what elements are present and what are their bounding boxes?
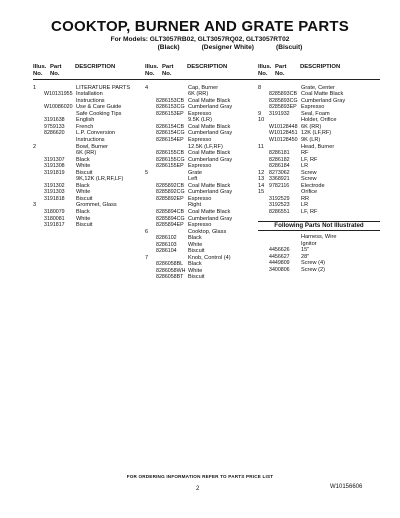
- part-description: Coal Matte Black: [188, 97, 231, 104]
- models-line: For Models: GLT3057RB02, GLT3057RQ02, GLT3057RT02: [110, 36, 290, 43]
- part-number: 8273062: [269, 169, 290, 176]
- part-description: Left: [188, 176, 198, 183]
- color-label: (Designer White): [201, 44, 254, 51]
- part-number: 8286103: [156, 241, 177, 248]
- part-description: Ignitor: [301, 240, 317, 247]
- illus-number: [33, 222, 44, 229]
- part-description: Coal Matte Black: [188, 182, 231, 189]
- illus-label: Illus.: [33, 64, 47, 70]
- part-number: 8286058BT: [156, 274, 184, 281]
- part-description: Cooktop, Glass: [188, 228, 227, 235]
- part-number: 8285893CB: [269, 91, 297, 98]
- part-number: W10086020: [44, 104, 73, 111]
- part-description: English: [76, 117, 95, 124]
- part-description: Coal Matte Black: [188, 150, 231, 157]
- part-number: 3191817: [44, 222, 65, 229]
- illus-number: [145, 274, 156, 281]
- part-number: 8286181: [269, 150, 290, 157]
- part-number: 8286620: [44, 130, 65, 137]
- part-description: Biscuit: [188, 274, 205, 281]
- illus-number: 12: [258, 169, 265, 176]
- part-row: [145, 274, 267, 281]
- part-no-label: No.: [50, 70, 60, 77]
- part-description: Cumberland Gray: [301, 97, 346, 104]
- part-description: Espresso: [188, 222, 212, 229]
- illus-number: 15: [258, 189, 265, 196]
- part-description: LF, RF: [301, 156, 318, 163]
- page-title: COOKTOP, BURNER AND GRATE PARTS: [51, 18, 349, 35]
- part-description: Cumberland Gray: [188, 189, 233, 196]
- part-description: 12K (LF,RF): [301, 130, 332, 137]
- part-description: White: [76, 189, 91, 196]
- part-number: 8286551: [269, 208, 290, 215]
- part-number: 8286154EP: [156, 136, 184, 143]
- part-description: Screw: [301, 176, 317, 183]
- part-description: Coal Matte Black: [301, 91, 344, 98]
- part-number: 8285892CG: [156, 189, 185, 196]
- part-number: 8286104: [156, 248, 177, 255]
- part-description: White: [76, 163, 91, 170]
- part-number: 8285894CG: [156, 215, 185, 222]
- part-description: Screw (2): [301, 266, 325, 273]
- ordering-footer: FOR ORDERING INFORMATION REFER TO PARTS PRICE LIST: [126, 474, 274, 479]
- part-number: 8285893EP: [269, 104, 297, 111]
- part-description: Orifice: [301, 189, 318, 196]
- part-number: 3191302: [44, 182, 65, 189]
- part-header: [275, 64, 300, 78]
- description-label: DESCRIPTION: [300, 64, 341, 70]
- part-number: 4456627: [269, 253, 290, 260]
- part-number: W10131955: [44, 91, 73, 98]
- illus-number: 11: [258, 143, 264, 150]
- illus-header: [145, 64, 162, 78]
- illus-number: 14: [258, 182, 265, 189]
- part-description: 6K (RR): [301, 123, 322, 130]
- part-no-label: No.: [275, 70, 285, 77]
- part-description: Cumberland Gray: [188, 215, 233, 222]
- part-number: 3368921: [269, 176, 290, 183]
- part-description: L.P. Conversion: [76, 130, 116, 137]
- description-label: DESCRIPTION: [187, 64, 228, 70]
- part-description: Installation: [76, 91, 103, 98]
- part-description: LF, RF: [301, 208, 318, 215]
- part-description: LR: [301, 163, 309, 170]
- color-label: (Black): [157, 44, 180, 51]
- document-number: W10156606: [330, 484, 363, 490]
- part-number: 8286155CG: [156, 156, 185, 163]
- part-description: Coal Matte Black: [188, 123, 231, 130]
- column-header: [33, 64, 155, 80]
- part-number: 3192529: [269, 195, 290, 202]
- part-number: 9782116: [269, 182, 290, 189]
- part-description: Biscuit: [76, 195, 93, 202]
- part-number: 8285894CB: [156, 208, 184, 215]
- part-description: 12.5K (LF,RF): [188, 143, 223, 150]
- part-description: Grate: [188, 169, 202, 176]
- description-label: DESCRIPTION: [75, 64, 116, 70]
- not-illustrated-heading: Following Parts Not Illustrated: [258, 221, 380, 232]
- illus-number: 10: [258, 117, 265, 124]
- part-description: Cap, Burner: [188, 84, 219, 91]
- column-header: [258, 64, 380, 80]
- description-header: [300, 64, 380, 78]
- color-label: (Biscuit): [276, 44, 303, 51]
- part-number: 3180079: [44, 208, 65, 215]
- part-description: Cumberland Gray: [188, 130, 233, 137]
- illus-number: 9: [258, 110, 262, 117]
- part-description: Head, Burner: [301, 143, 335, 150]
- part-number: W10128451: [269, 130, 298, 137]
- part-number: 8286153EP: [156, 110, 184, 117]
- part-number: 8286102: [156, 235, 177, 242]
- part-number: 8286058BL: [156, 261, 184, 268]
- part-description: Instructions: [76, 136, 105, 143]
- part-number: 3191638: [44, 117, 65, 124]
- part-number: 3191307: [44, 156, 65, 163]
- illus-number: 4: [145, 84, 149, 91]
- part-description: Grommet, Glass: [76, 202, 117, 209]
- part-description: Seal, Foam: [301, 110, 330, 117]
- part-number: 8286184: [269, 163, 290, 170]
- illus-number: 3: [33, 202, 37, 209]
- part-description: Espresso: [188, 110, 212, 117]
- illus-header: [33, 64, 50, 78]
- part-description: Electrode: [301, 182, 325, 189]
- part-description: Black: [188, 235, 202, 242]
- illus-number: 5: [145, 169, 149, 176]
- part-number: 8286155CB: [156, 150, 184, 157]
- illus-number: 7: [145, 254, 149, 261]
- part-description: LITERATURE PARTS: [76, 84, 131, 91]
- description-header: [187, 64, 267, 78]
- part-number: 4449809: [269, 260, 290, 267]
- part-description: Cumberland Gray: [188, 156, 233, 163]
- description-header: [75, 64, 155, 78]
- part-number: 3191819: [44, 169, 65, 176]
- illus-label: Illus.: [258, 64, 272, 70]
- part-description: Screw: [301, 169, 317, 176]
- part-description: French: [76, 123, 94, 130]
- part-no-label: No.: [162, 70, 172, 77]
- part-description: Biscuit: [76, 222, 93, 229]
- part-description: RR: [301, 195, 310, 202]
- illus-number: 13: [258, 176, 265, 183]
- part-number: 8286154CB: [156, 123, 184, 130]
- part-description: 9.5K (LR): [188, 117, 212, 124]
- part-number: 8286058WH: [156, 267, 186, 274]
- part-number: 4456626: [269, 247, 290, 254]
- illus-number: [258, 267, 269, 274]
- part-label: Part: [275, 64, 287, 70]
- illus-number: 6: [145, 228, 149, 235]
- part-description: 15": [301, 247, 310, 254]
- part-description: Black: [188, 261, 202, 268]
- illus-no-label: No.: [33, 70, 43, 77]
- part-description: Safe Cooking Tips: [76, 110, 122, 117]
- part-description: Harness, Wire: [301, 234, 337, 241]
- part-number: 8285894EP: [156, 222, 184, 229]
- part-number: 9759133: [44, 123, 65, 130]
- part-number: 8285892CB: [156, 182, 184, 189]
- part-description: White: [76, 215, 91, 222]
- part-description: Biscuit: [188, 248, 205, 255]
- part-description: Bowl, Burner: [76, 143, 109, 150]
- parts-column-3: [258, 64, 380, 273]
- part-description: Instructions: [76, 97, 105, 104]
- page-number: 2: [196, 486, 200, 492]
- illus-number: [258, 209, 269, 216]
- part-description: White: [188, 267, 203, 274]
- part-number: 3191932: [269, 110, 290, 117]
- part-number: 8285892EP: [156, 195, 184, 202]
- part-description: Knob, Control (4): [188, 254, 231, 261]
- part-number: W10128450: [269, 136, 298, 143]
- illus-header: [258, 64, 275, 78]
- part-header: [162, 64, 187, 78]
- part-description: White: [188, 241, 203, 248]
- part-number: 8285893CG: [269, 97, 298, 104]
- part-description: 6K (RR): [188, 91, 209, 98]
- illus-no-label: No.: [258, 70, 268, 77]
- part-description: Coal Matte Black: [188, 208, 231, 215]
- part-number: 8286153CG: [156, 104, 185, 111]
- part-description: Cumberland Gray: [188, 104, 233, 111]
- part-row: [33, 222, 155, 229]
- illus-number: 2: [33, 143, 37, 150]
- column-header: [145, 64, 267, 80]
- parts-column-1: [33, 64, 155, 229]
- colors-line: [0, 44, 400, 52]
- part-label: Part: [162, 64, 174, 70]
- part-description: 9K (LR): [301, 136, 321, 143]
- part-description: Espresso: [188, 163, 212, 170]
- part-number: 3400806: [269, 266, 290, 273]
- part-number: 8286154CG: [156, 130, 185, 137]
- part-description: Screw (4): [301, 260, 325, 267]
- illus-number: 1: [33, 84, 37, 91]
- part-description: LR: [301, 202, 309, 209]
- part-description: Right: [188, 202, 202, 209]
- part-number: 3191308: [44, 163, 65, 170]
- part-number: 3180081: [44, 215, 65, 222]
- page-subtitle: [0, 36, 400, 52]
- part-header: [50, 64, 75, 78]
- part-description: Holder, Orifice: [301, 117, 337, 124]
- illus-label: Illus.: [145, 64, 159, 70]
- parts-column-2: [145, 64, 267, 281]
- part-row: [258, 209, 380, 216]
- part-description: Black: [76, 156, 90, 163]
- part-number: 8286155EP: [156, 163, 184, 170]
- part-number: 3191303: [44, 189, 65, 196]
- part-number: 3192523: [269, 202, 290, 209]
- part-description: RF: [301, 150, 309, 157]
- part-number: 8286182: [269, 156, 290, 163]
- part-row: [258, 267, 380, 274]
- part-number: 8286153CB: [156, 97, 184, 104]
- part-description: Espresso: [301, 104, 325, 111]
- illus-number: 8: [258, 84, 262, 91]
- part-description: Biscuit: [76, 169, 93, 176]
- part-description: 9K,12K (LR,RF,LF): [76, 176, 124, 183]
- part-description: Use & Care Guide: [76, 104, 122, 111]
- part-number: W10128448: [269, 123, 298, 130]
- part-description: 28": [301, 253, 310, 260]
- part-description: Black: [76, 182, 90, 189]
- part-description: 6K (RR): [76, 150, 97, 157]
- part-description: Black: [76, 208, 90, 215]
- part-number: 3191818: [44, 195, 65, 202]
- part-description: Espresso: [188, 195, 212, 202]
- illus-no-label: No.: [145, 70, 155, 77]
- part-description: Espresso: [188, 136, 212, 143]
- part-description: Grate, Center: [301, 84, 335, 91]
- part-label: Part: [50, 64, 62, 70]
